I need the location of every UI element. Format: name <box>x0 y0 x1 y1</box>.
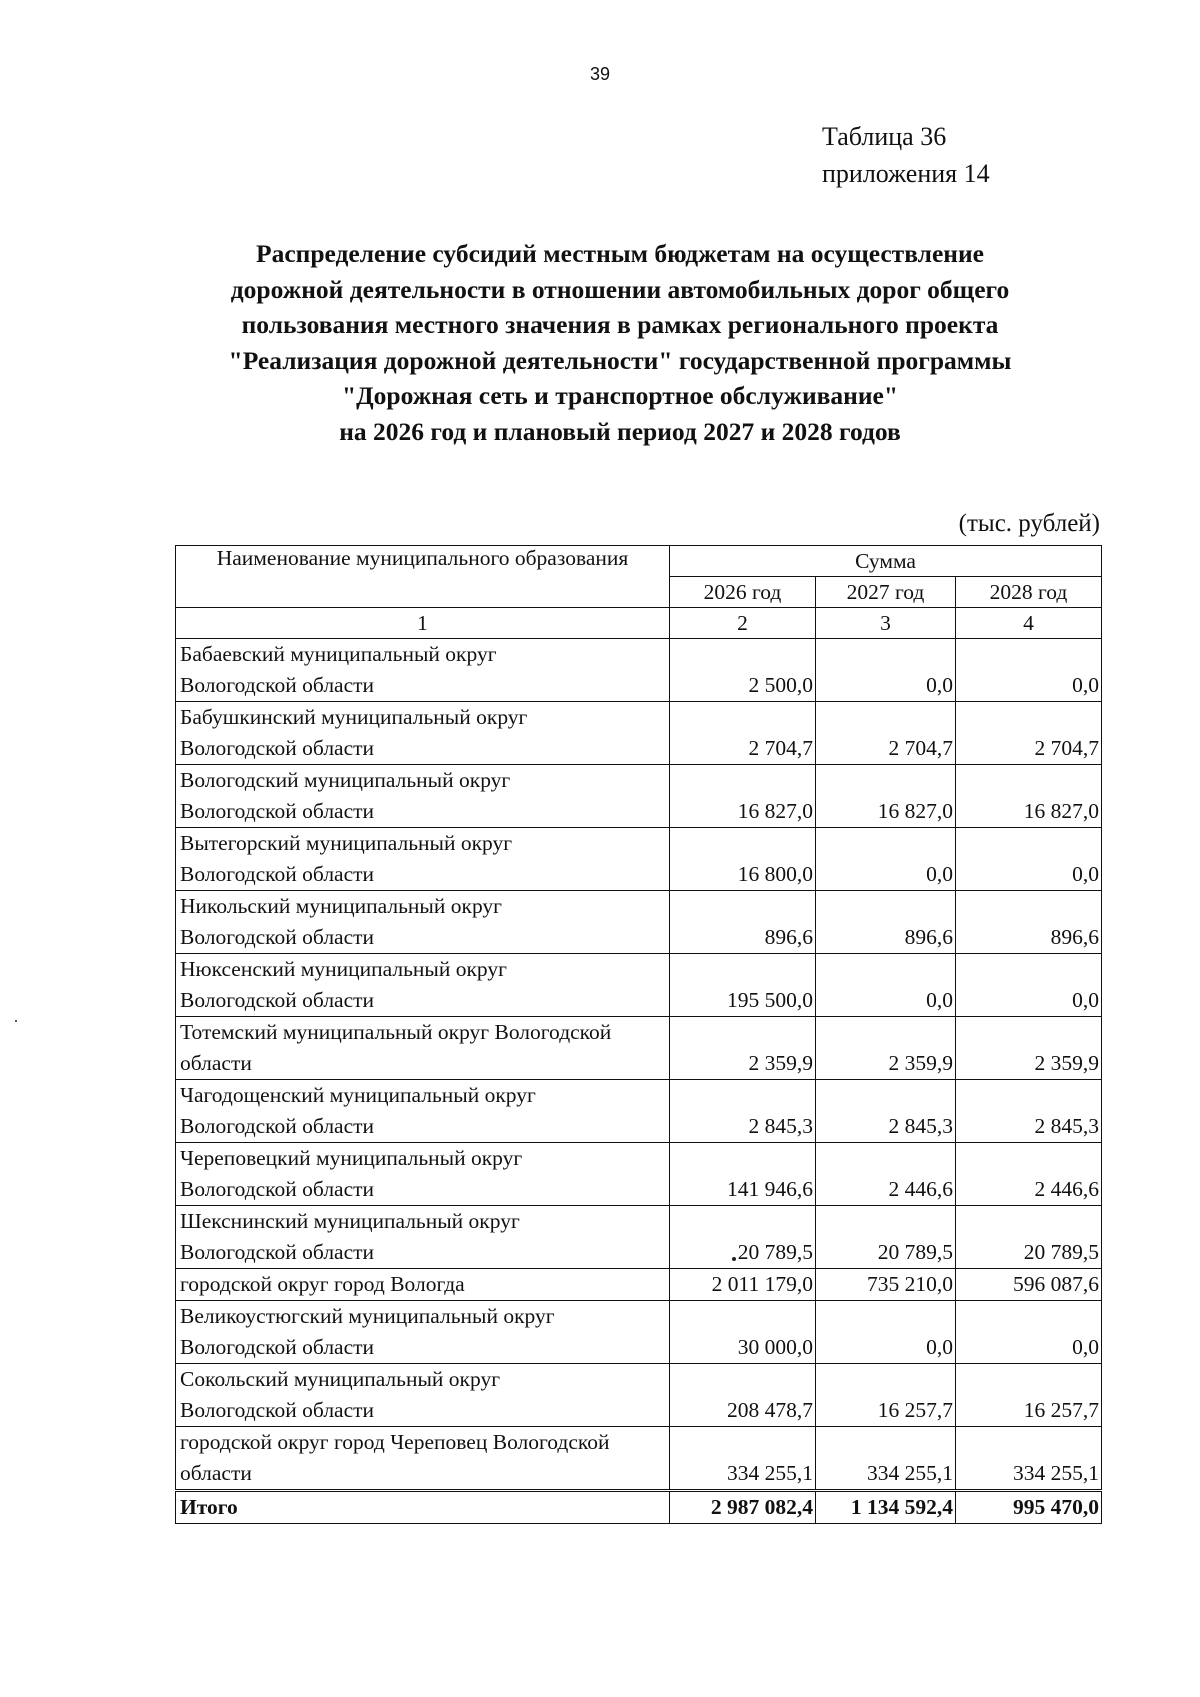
table-row <box>176 1206 1102 1269</box>
value-2027: 2 446,6 <box>816 1143 956 1206</box>
total-label: Итого <box>176 1491 670 1524</box>
row-name-line1: Бабаевский муниципальный округ <box>180 642 497 666</box>
value-2027: 334 255,1 <box>816 1427 956 1491</box>
row-name-line2: области <box>180 1051 252 1075</box>
page-number: 39 <box>589 64 611 84</box>
value-2028: 596 087,6 <box>956 1269 1102 1301</box>
row-name-line2: Вологодской области <box>180 988 375 1012</box>
table-row <box>176 1364 1102 1427</box>
value-2028: 334 255,1 <box>956 1427 1102 1491</box>
title-line: пользования местного значения в рамках регионального проекта <box>241 310 999 339</box>
table-row <box>176 639 1102 702</box>
row-name <box>176 954 670 1017</box>
value-2028: 896,6 <box>956 891 1102 954</box>
document-title <box>180 236 1060 449</box>
table-ref-line1: Таблица 36 <box>822 122 947 151</box>
row-name <box>176 702 670 765</box>
total-2028: 995 470,0 <box>956 1491 1102 1524</box>
row-name <box>176 1206 670 1269</box>
value-2028: 16 827,0 <box>956 765 1102 828</box>
value-2026: 2 845,3 <box>670 1080 816 1143</box>
value-2026: 141 946,6 <box>670 1143 816 1206</box>
row-name-line1: Вытегорский муниципальный округ <box>180 831 513 855</box>
title-line: Распределение субсидий местным бюджетам на осуществление <box>256 239 984 268</box>
row-name <box>176 1017 670 1080</box>
table-ref-line2: приложения 14 <box>822 159 990 188</box>
value-2028: 2 446,6 <box>956 1143 1102 1206</box>
row-name <box>176 765 670 828</box>
row-name <box>176 891 670 954</box>
value-2026: 2 500,0 <box>670 639 816 702</box>
table-reference <box>822 118 990 192</box>
row-name-line1: Великоустюгский муниципальный округ <box>180 1304 555 1328</box>
value-2027: 20 789,5 <box>816 1206 956 1269</box>
value-2028: 16 257,7 <box>956 1364 1102 1427</box>
row-name <box>176 1143 670 1206</box>
row-name <box>176 828 670 891</box>
value-2027: 2 359,9 <box>816 1017 956 1080</box>
row-name-line1: Чагодощенский муниципальный округ <box>180 1083 536 1107</box>
table-row <box>176 954 1102 1017</box>
table-row <box>176 765 1102 828</box>
value-2028: 0,0 <box>956 1301 1102 1364</box>
value-2027: 16 257,7 <box>816 1364 956 1427</box>
row-name <box>176 1301 670 1364</box>
value-2026: 2 359,9 <box>670 1017 816 1080</box>
value-2027: 0,0 <box>816 828 956 891</box>
header-year-2028: 2028 год <box>956 577 1102 608</box>
value-2028: 2 704,7 <box>956 702 1102 765</box>
table-row <box>176 828 1102 891</box>
row-name-line2: Вологодской области <box>180 925 375 949</box>
total-2027: 1 134 592,4 <box>816 1491 956 1524</box>
title-line: "Дорожная сеть и транспортное обслуживание" <box>341 381 899 410</box>
row-name-line2: Вологодской области <box>180 1335 375 1359</box>
value-2027: 16 827,0 <box>816 765 956 828</box>
row-name-line1: Нюксенский муниципальный округ <box>180 957 507 981</box>
value-2026: 20 789,5 <box>670 1206 816 1269</box>
row-name-line1: Бабушкинский муниципальный округ <box>180 705 528 729</box>
value-2028: 0,0 <box>956 828 1102 891</box>
value-2026: 16 800,0 <box>670 828 816 891</box>
row-name-line1: Никольский муниципальный округ <box>180 894 502 918</box>
row-name-line1: Сокольский муниципальный округ <box>180 1367 501 1391</box>
row-name-line2: Вологодской области <box>180 1398 375 1422</box>
row-name <box>176 1364 670 1427</box>
row-name <box>176 1269 670 1301</box>
value-2028: 2 845,3 <box>956 1080 1102 1143</box>
row-name <box>176 1427 670 1491</box>
value-2026: 2 704,7 <box>670 702 816 765</box>
value-2027: 0,0 <box>816 639 956 702</box>
value-2026: 208 478,7 <box>670 1364 816 1427</box>
row-name-line2: Вологодской области <box>180 736 375 760</box>
value-2026: 30 000,0 <box>670 1301 816 1364</box>
value-2027: 0,0 <box>816 954 956 1017</box>
title-line: на 2026 год и плановый период 2027 и 2028 годов <box>339 416 901 446</box>
value-2028: 0,0 <box>956 954 1102 1017</box>
column-number: 1 <box>176 608 670 639</box>
column-number: 4 <box>956 608 1102 639</box>
row-name-line2: Вологодской области <box>180 1114 375 1138</box>
row-name-line2: Вологодской области <box>180 1240 375 1264</box>
value-2028: 20 789,5 <box>956 1206 1102 1269</box>
value-2026: 195 500,0 <box>670 954 816 1017</box>
subsidy-table <box>175 545 1102 1524</box>
value-2026: 896,6 <box>670 891 816 954</box>
value-2027: 735 210,0 <box>816 1269 956 1301</box>
table-row <box>176 1427 1102 1491</box>
scan-dot <box>15 1020 17 1022</box>
value-2026: 334 255,1 <box>670 1427 816 1491</box>
row-name-line2: Вологодской области <box>180 673 375 697</box>
row-name-line2: Вологодской области <box>180 799 375 823</box>
value-2027: 2 704,7 <box>816 702 956 765</box>
header-name: Наименование муниципального образования <box>176 546 670 608</box>
table-row <box>176 891 1102 954</box>
column-number: 3 <box>816 608 956 639</box>
row-name <box>176 639 670 702</box>
value-2027: 2 845,3 <box>816 1080 956 1143</box>
table-row <box>176 1269 1102 1301</box>
column-number: 2 <box>670 608 816 639</box>
row-name-line2: Вологодской области <box>180 1177 375 1201</box>
header-year-2027: 2027 год <box>816 577 956 608</box>
value-2027: 0,0 <box>816 1301 956 1364</box>
table-row <box>176 1301 1102 1364</box>
row-name-line1: Вологодский муниципальный округ <box>180 768 511 792</box>
row-name-line1: Череповецкий муниципальный округ <box>180 1146 523 1170</box>
row-name-line1: Тотемский муниципальный округ Вологодской <box>180 1020 612 1044</box>
value-2026: 2 011 179,0 <box>670 1269 816 1301</box>
row-name-line1: городской округ город Вологда <box>180 1272 465 1296</box>
value-2027: 896,6 <box>816 891 956 954</box>
value-2026: 16 827,0 <box>670 765 816 828</box>
table-row <box>176 1017 1102 1080</box>
header-sum: Сумма <box>670 546 1102 577</box>
header-year-2026: 2026 год <box>670 577 816 608</box>
total-2026: 2 987 082,4 <box>670 1491 816 1524</box>
table-body <box>176 639 1102 1524</box>
value-2028: 0,0 <box>956 639 1102 702</box>
units-label: (тыс. рублей) <box>958 510 1100 537</box>
row-name <box>176 1080 670 1143</box>
row-name-line2: Вологодской области <box>180 862 375 886</box>
value-2028: 2 359,9 <box>956 1017 1102 1080</box>
title-line: "Реализация дорожной деятельности" государственной программы <box>228 345 1012 375</box>
table-row <box>176 702 1102 765</box>
row-name-line1: городской округ город Череповец Вологодской <box>180 1430 610 1454</box>
scan-dot <box>732 1257 736 1261</box>
row-name-line1: Шекснинский муниципальный округ <box>180 1209 520 1233</box>
row-name-line2: области <box>180 1461 252 1485</box>
title-line: дорожной деятельности в отношении автомобильных дорог общего <box>230 274 1010 304</box>
total-row <box>176 1491 1102 1524</box>
table-row <box>176 1143 1102 1206</box>
table-row <box>176 1080 1102 1143</box>
